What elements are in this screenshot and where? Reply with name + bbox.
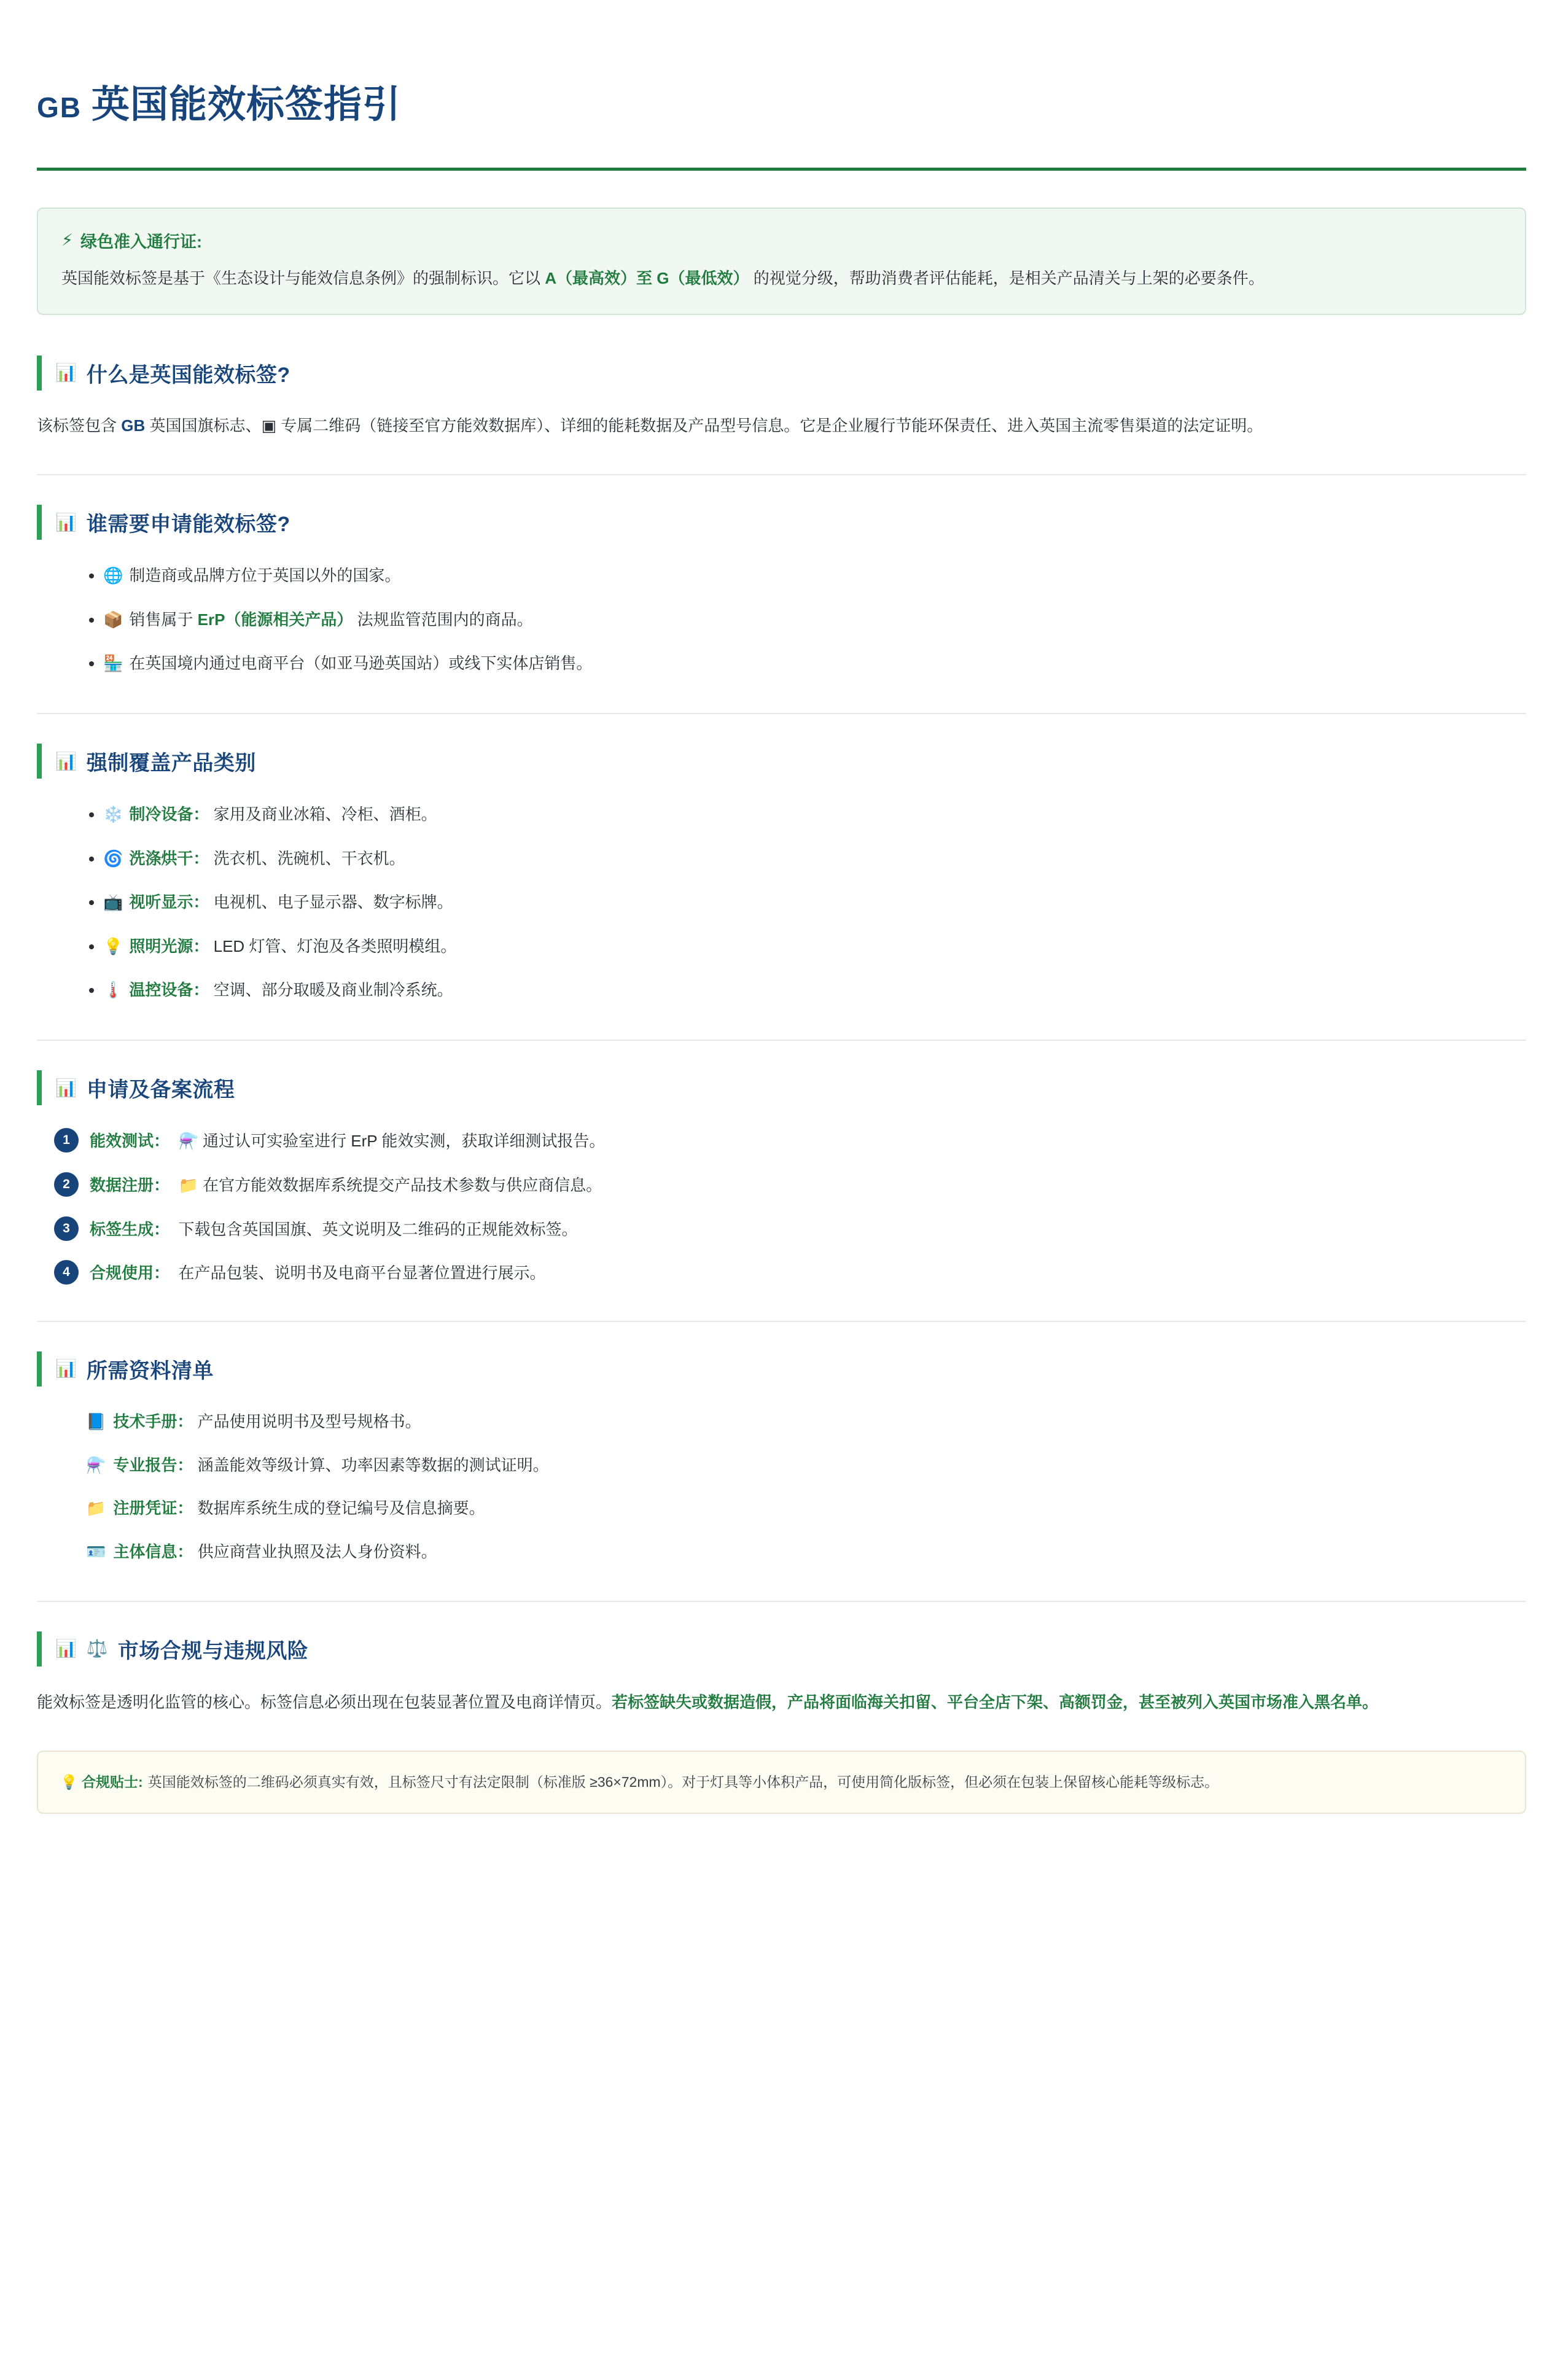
list-item-label: 温控设备： [129, 981, 209, 1000]
scales-icon: ⚖️ [86, 1639, 108, 1659]
doc-label: 主体信息： [113, 1542, 193, 1561]
section-application-process [37, 1070, 1526, 1321]
qr-icon: ▣ [261, 416, 277, 435]
doc-text: 供应商营业执照及法人身份资料。 [197, 1542, 437, 1561]
globe-icon: 🌐 [103, 566, 123, 585]
folder-icon: 📁 [178, 1176, 198, 1195]
doc-label: 专业报告： [113, 1455, 193, 1474]
section-heading [37, 1351, 1526, 1386]
section-required-documents [37, 1351, 1526, 1602]
step-body [90, 1258, 545, 1286]
step-number: 2 [54, 1172, 79, 1197]
process-step [54, 1126, 1526, 1154]
washer-icon: 🌀 [103, 849, 123, 868]
bulb-icon: 💡 [60, 1774, 78, 1791]
section-heading [37, 505, 1526, 540]
section-heading [37, 1070, 1526, 1105]
section-divider [37, 1321, 1526, 1322]
section-title: 市场合规与违规风险 [117, 1639, 309, 1663]
step-body [90, 1170, 602, 1199]
chart-icon: 📊 [55, 512, 77, 532]
step-label: 合规使用： [90, 1264, 170, 1283]
doc-text: 涵盖能效等级计算、功率因素等数据的测试证明。 [197, 1455, 549, 1474]
process-step [54, 1258, 1526, 1286]
intro-callout [37, 208, 1526, 315]
section-what-is-label [37, 356, 1526, 476]
list-item-text: 电视机、电子显示器、数字标牌。 [213, 893, 453, 912]
step-text: 下载包含英国国旗、英文说明及二维码的正规能效标签。 [178, 1219, 578, 1239]
list-item [103, 975, 1526, 1005]
intro-callout-title-text: 绿色准入通行证: [80, 233, 202, 251]
step-text: 通过认可实验室进行 ErP 能效实测，获取详细测试报告。 [203, 1132, 606, 1151]
list-item-pre: 销售属于 [129, 610, 198, 629]
doc-label: 注册凭证： [113, 1499, 193, 1518]
tip-text: 英国能效标签的二维码必须真实有效，且标签尺寸有法定限制（标准版 ≥36×72mm）。对于灯具等小体积产品，可使用简化版标签，但必须在包装上保留核心能耗等级标志。 [147, 1774, 1219, 1791]
folder-icon: 📁 [86, 1499, 106, 1518]
step-number: 3 [54, 1216, 79, 1241]
section-divider [37, 713, 1526, 714]
process-step [54, 1170, 1526, 1199]
list-item [103, 561, 1526, 591]
body-part-3: 专属二维码（链接至官方能效数据库）、详细的能耗数据及产品型号信息。它是企业履行节能环保责任、进入英国主流零售渠道的法定证明。 [276, 416, 1263, 435]
documents-list [37, 1407, 1526, 1566]
risk-text-pre: 能效标签是透明化监管的核心。标签信息必须出现在包装显著位置及电商详情页。 [37, 1692, 612, 1711]
chart-icon: 📊 [55, 1078, 77, 1097]
list-item-label: 照明光源： [129, 936, 209, 955]
list-item-label: 视听显示： [129, 893, 209, 912]
list-item-text: 制造商或品牌方位于英国以外的国家。 [129, 566, 401, 585]
step-text: 在产品包装、说明书及电商平台显著位置进行展示。 [178, 1264, 546, 1283]
process-step [54, 1215, 1526, 1243]
section-divider [37, 1040, 1526, 1041]
chart-icon: 📊 [55, 751, 77, 771]
box-icon: 📦 [103, 610, 123, 629]
intro-callout-body [61, 265, 1502, 293]
step-label: 能效测试： [90, 1132, 170, 1151]
step-text: 在官方能效数据库系统提交产品技术参数与供应商信息。 [203, 1176, 602, 1195]
section-title: 所需资料清单 [86, 1359, 214, 1383]
section-title: 申请及备案流程 [86, 1078, 235, 1102]
tip-label: 合规贴士: [82, 1774, 143, 1791]
step-label: 数据注册： [90, 1176, 170, 1195]
section-heading [37, 356, 1526, 391]
page-title-text: 英国能效标签指引 [92, 84, 402, 126]
list-item [103, 931, 1526, 962]
section-product-categories [37, 744, 1526, 1041]
doc-label: 技术手册： [113, 1412, 193, 1431]
list-item-label: 制冷设备： [129, 805, 209, 824]
chart-icon: 📊 [55, 1359, 77, 1379]
intro-callout-title [61, 228, 1502, 252]
id-icon: 🪪 [86, 1542, 106, 1561]
snowflake-icon: ❄️ [103, 805, 123, 824]
gb-inline-mark: GB [121, 416, 146, 435]
who-needs-list [37, 561, 1526, 679]
step-body [90, 1126, 605, 1154]
title-divider [37, 168, 1526, 171]
step-number: 1 [54, 1128, 79, 1153]
list-item [86, 1451, 1526, 1480]
list-item-label: 洗涤烘干： [129, 849, 209, 868]
body-part-1: 该标签包含 [37, 416, 122, 435]
intro-highlight: A（最高效）至 G（最低效） [545, 269, 749, 287]
list-item [103, 799, 1526, 830]
list-item-text: LED 灯管、灯泡及各类照明模组。 [213, 936, 457, 955]
section-heading [37, 1631, 1526, 1666]
list-item-post: 法规监管范围内的商品。 [353, 610, 533, 629]
list-item [103, 887, 1526, 917]
list-item [86, 1538, 1526, 1566]
chart-icon: 📊 [55, 363, 77, 382]
page-title [37, 74, 1526, 128]
list-item-text: 空调、部分取暖及商业制冷系统。 [213, 981, 453, 1000]
section-divider [37, 1601, 1526, 1602]
process-steps [37, 1126, 1526, 1286]
intro-text-2: 的视觉分级，帮助消费者评估能耗，是相关产品清关与上架的必要条件。 [749, 269, 1265, 287]
section-compliance-risk [37, 1631, 1526, 1717]
list-item-text: 在英国境内通过电商平台（如亚马逊英国站）或线下实体店销售。 [129, 654, 593, 673]
section-body [37, 411, 1526, 440]
body-part-2: 英国国旗标志、 [145, 416, 262, 435]
thermometer-icon: 🌡️ [103, 981, 123, 1000]
section-title: 谁需要申请能效标签? [86, 513, 290, 537]
gb-flag-mark: GB [37, 91, 82, 123]
step-number: 4 [54, 1260, 79, 1285]
list-item-label: ErP（能源相关产品） [197, 610, 353, 629]
list-item [103, 648, 1526, 679]
step-body [90, 1215, 577, 1243]
store-icon: 🏪 [103, 654, 123, 673]
section-title: 什么是英国能效标签? [86, 363, 290, 387]
book-icon: 📘 [86, 1412, 106, 1431]
section-who-needs [37, 505, 1526, 714]
product-category-list [37, 799, 1526, 1005]
doc-text: 产品使用说明书及型号规格书。 [197, 1412, 421, 1431]
list-item [86, 1407, 1526, 1436]
risk-paragraph [37, 1687, 1526, 1717]
step-label: 标签生成： [90, 1219, 170, 1239]
list-item [103, 605, 1526, 635]
intro-text-1: 英国能效标签是基于《生态设计与能效信息条例》的强制标识。它以 [61, 269, 545, 287]
bulb-icon: 💡 [103, 936, 123, 955]
list-item [103, 844, 1526, 874]
tv-icon: 📺 [103, 893, 123, 912]
section-title: 强制覆盖产品类别 [86, 752, 256, 776]
tip-callout [37, 1751, 1526, 1814]
section-heading [37, 744, 1526, 779]
section-divider [37, 474, 1526, 475]
list-item-text: 家用及商业冰箱、冷柜、酒柜。 [213, 805, 437, 824]
list-item-text: 洗衣机、洗碗机、干衣机。 [213, 849, 405, 868]
lightning-icon: ⚡ [61, 231, 73, 249]
risk-text-strong: 若标签缺失或数据造假，产品将面临海关扣留、平台全店下架、高额罚金，甚至被列入英国市场准入黑名单。 [612, 1692, 1379, 1711]
doc-text: 数据库系统生成的登记编号及信息摘要。 [197, 1499, 485, 1518]
list-item [86, 1494, 1526, 1523]
flask-icon: ⚗️ [178, 1132, 198, 1151]
chart-icon: 📊 [55, 1639, 77, 1659]
flask-icon: ⚗️ [86, 1455, 106, 1474]
